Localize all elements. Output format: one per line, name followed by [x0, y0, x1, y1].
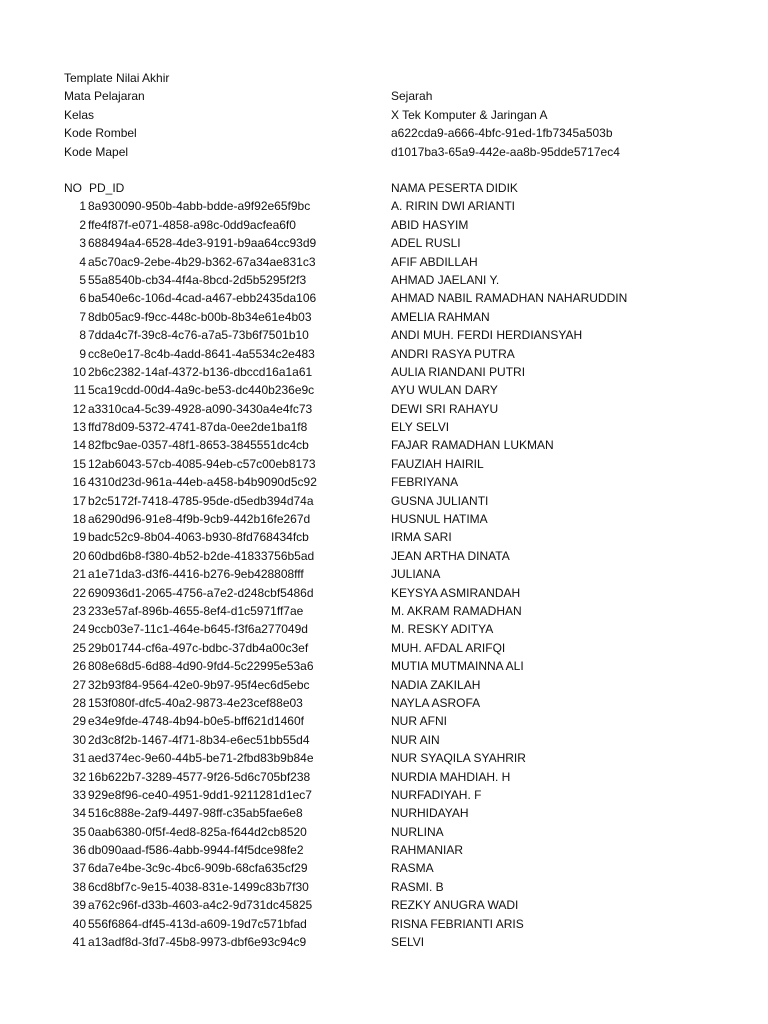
row-number: 4 — [79, 254, 86, 269]
table-row — [64, 657, 704, 675]
row-number: 11 — [73, 383, 86, 398]
table-header-row — [64, 179, 704, 197]
table-row — [64, 694, 704, 712]
table-row — [64, 308, 704, 326]
meta-value: X Tek Komputer & Jaringan A — [391, 107, 548, 122]
row-pd-id: 9ccb03e7-11c1-464e-b645-f3f6a277049d — [88, 622, 308, 637]
row-pd-id: 2d3c8f2b-1467-4f71-8b34-e6ec51bb55d4 — [88, 732, 310, 747]
row-student-name: FAUZIAH HAIRIL — [391, 456, 484, 471]
row-number: 38 — [72, 879, 86, 894]
table-row — [64, 234, 704, 252]
table-row — [64, 602, 704, 620]
row-number: 33 — [72, 787, 86, 802]
row-student-name: ANDI MUH. FERDI HERDIANSYAH — [391, 328, 583, 343]
row-student-name: NADIA ZAKILAH — [391, 677, 481, 692]
row-student-name: SELVI — [391, 935, 425, 950]
row-pd-id: a762c96f-d33b-4603-a4c2-9d731dc45825 — [88, 898, 313, 913]
meta-row-kode-mapel — [64, 143, 704, 161]
table-row — [64, 326, 704, 344]
row-number: 35 — [72, 824, 86, 839]
row-student-name: RASMA — [391, 861, 434, 876]
meta-label: Kode Rombel — [64, 126, 137, 141]
row-pd-id: ffd78d09-5372-4741-87da-0ee2de1ba1f8 — [88, 420, 308, 435]
row-number: 34 — [72, 806, 86, 821]
row-student-name: MUH. AFDAL ARIFQI — [391, 640, 506, 655]
row-student-name: AULIA RIANDANI PUTRI — [391, 364, 526, 379]
table-row — [64, 289, 704, 307]
meta-row-kode-rombel — [64, 124, 704, 142]
row-number: 3 — [79, 236, 86, 251]
row-student-name: M. AKRAM RAMADHAN — [391, 603, 522, 618]
row-number: 12 — [72, 401, 86, 416]
table-row — [64, 492, 704, 510]
row-pd-id: 16b622b7-3289-4577-9f26-5d6c705bf238 — [88, 769, 311, 784]
table-row — [64, 253, 704, 271]
table-row — [64, 271, 704, 289]
row-pd-id: a13adf8d-3fd7-45b8-9973-dbf6e93c94c9 — [88, 935, 307, 950]
row-student-name: FAJAR RAMADHAN LUKMAN — [391, 438, 554, 453]
row-number: 17 — [72, 493, 86, 508]
table-row — [64, 749, 704, 767]
row-student-name: NUR AFNI — [391, 714, 448, 729]
row-number: 8 — [79, 328, 86, 343]
row-student-name: NURDIA MAHDIAH. H — [391, 769, 511, 784]
row-student-name: NURHIDAYAH — [391, 806, 469, 821]
row-number: 18 — [72, 512, 86, 527]
row-pd-id: 82fbc9ae-0357-48f1-8653-3845551dc4cb — [88, 438, 309, 453]
row-student-name: M. RESKY ADITYA — [391, 622, 494, 637]
table-row — [64, 823, 704, 841]
row-pd-id: ffe4f87f-e071-4858-a98c-0dd9acfea6f0 — [88, 217, 296, 232]
row-student-name: RASMI. B — [391, 879, 444, 894]
row-number: 16 — [72, 475, 86, 490]
row-pd-id: 516c888e-2af9-4497-98ff-c35ab5fae6e8 — [88, 806, 303, 821]
table-row — [64, 473, 704, 491]
row-student-name: AMELIA RAHMAN — [391, 309, 490, 324]
table-row — [64, 859, 704, 877]
row-pd-id: e34e9fde-4748-4b94-b0e5-bff621d1460f — [88, 714, 304, 729]
row-pd-id: 688494a4-6528-4de3-9191-b9aa64cc93d9 — [88, 236, 317, 251]
row-student-name: DEWI SRI RAHAYU — [391, 401, 499, 416]
row-pd-id: a6290d96-91e8-4f9b-9cb9-442b16fe267d — [88, 512, 311, 527]
row-number: 26 — [72, 659, 86, 674]
column-header-pd-id: PD_ID — [89, 181, 125, 195]
table-row — [64, 804, 704, 822]
table-row — [64, 528, 704, 546]
row-pd-id: 5ca19cdd-00d4-4a9c-be53-dc440b236e9c — [88, 383, 315, 398]
table-row — [64, 381, 704, 399]
row-pd-id: 6da7e4be-3c9c-4bc6-909b-68cfa635cf29 — [88, 861, 308, 876]
row-student-name: AYU WULAN DARY — [391, 383, 498, 398]
table-row — [64, 565, 704, 583]
table-row — [64, 676, 704, 694]
row-student-name: ADEL RUSLI — [391, 236, 461, 251]
row-student-name: AHMAD JAELANI Y. — [391, 272, 500, 287]
row-student-name: AFIF ABDILLAH — [391, 254, 478, 269]
row-number: 2 — [79, 217, 86, 232]
table-row — [64, 216, 704, 234]
row-pd-id: a3310ca4-5c39-4928-a090-3430a4e4fc73 — [88, 401, 313, 416]
meta-value: a622cda9-a666-4bfc-91ed-1fb7345a503b — [391, 126, 613, 141]
table-row — [64, 841, 704, 859]
row-pd-id: 2b6c2382-14af-4372-b136-dbccd16a1a61 — [88, 364, 313, 379]
row-pd-id: b2c5172f-7418-4785-95de-d5edb394d74a — [88, 493, 314, 508]
table-row — [64, 418, 704, 436]
table-row — [64, 510, 704, 528]
meta-value: d1017ba3-65a9-442e-aa8b-95dde5717ec4 — [391, 144, 620, 159]
row-student-name: NAYLA ASROFA — [391, 695, 481, 710]
row-student-name: RISNA FEBRIANTI ARIS — [391, 916, 524, 931]
student-table — [64, 179, 704, 951]
row-number: 36 — [72, 843, 86, 858]
table-row — [64, 436, 704, 454]
table-row — [64, 197, 704, 215]
row-number: 39 — [72, 898, 86, 913]
row-student-name: KEYSYA ASMIRANDAH — [391, 585, 521, 600]
row-pd-id: 29b01744-cf6a-497c-bdbc-37db4a00c3ef — [88, 640, 309, 655]
document-title: Template Nilai Akhir — [64, 71, 170, 85]
row-pd-id: cc8e0e17-8c4b-4add-8641-4a5534c2e483 — [88, 346, 315, 361]
row-pd-id: 32b93f84-9564-42e0-9b97-95f4ec6d5ebc — [88, 677, 310, 692]
row-pd-id: 55a8540b-cb34-4f4a-8bcd-2d5b5295f2f3 — [88, 272, 307, 287]
row-pd-id: a1e71da3-d3f6-4416-b276-9eb428808fff — [88, 567, 304, 582]
row-number: 37 — [72, 861, 86, 876]
table-row — [64, 345, 704, 363]
row-student-name: ELY SELVI — [391, 420, 450, 435]
row-pd-id: 556f6864-df45-413d-a609-19d7c571bfad — [88, 916, 307, 931]
row-student-name: NUR AIN — [391, 732, 440, 747]
row-pd-id: 153f080f-dfc5-40a2-9873-4e23cef88e03 — [88, 695, 303, 710]
meta-value: Sejarah — [391, 89, 433, 104]
row-student-name: HUSNUL HATIMA — [391, 512, 488, 527]
row-number: 41 — [72, 935, 86, 950]
table-row — [64, 639, 704, 657]
row-pd-id: a5c70ac9-2ebe-4b29-b362-67a34ae831c3 — [88, 254, 316, 269]
row-student-name: MUTIA MUTMAINNA ALI — [391, 659, 524, 674]
table-row — [64, 915, 704, 933]
row-student-name: NUR SYAQILA SYAHRIR — [391, 751, 526, 766]
table-row — [64, 547, 704, 565]
row-number: 27 — [72, 677, 86, 692]
row-pd-id: 4310d23d-961a-44eb-a458-b4b9090d5c92 — [88, 475, 317, 490]
row-pd-id: 7dda4c7f-39c8-4c76-a7a5-73b6f7501b10 — [88, 328, 309, 343]
row-student-name: ANDRI RASYA PUTRA — [391, 346, 515, 361]
row-number: 15 — [72, 456, 86, 471]
row-number: 6 — [79, 291, 86, 306]
row-number: 19 — [72, 530, 86, 545]
column-header-no: NO — [64, 181, 82, 195]
row-number: 31 — [72, 751, 86, 766]
table-row — [64, 584, 704, 602]
row-number: 23 — [72, 603, 86, 618]
table-row — [64, 400, 704, 418]
row-number: 21 — [72, 567, 86, 582]
row-pd-id: db090aad-f586-4abb-9944-f4f5dce98fe2 — [88, 843, 304, 858]
row-student-name: REZKY ANUGRA WADI — [391, 898, 519, 913]
row-pd-id: 929e8f96-ce40-4951-9dd1-9211281d1ec7 — [88, 787, 312, 802]
row-number: 5 — [79, 272, 86, 287]
row-pd-id: ba540e6c-106d-4cad-a467-ebb2435da106 — [88, 291, 317, 306]
table-row — [64, 933, 704, 951]
table-row — [64, 878, 704, 896]
row-number: 20 — [72, 548, 86, 563]
meta-label: Kode Mapel — [64, 144, 129, 159]
table-row — [64, 712, 704, 730]
meta-row-kelas — [64, 106, 704, 124]
row-pd-id: 808e68d5-6d88-4d90-9fd4-5c22995e53a6 — [88, 659, 314, 674]
row-student-name: JEAN ARTHA DINATA — [391, 548, 510, 563]
row-number: 24 — [72, 622, 86, 637]
row-pd-id: 690936d1-2065-4756-a7e2-d248cbf5486d — [88, 585, 314, 600]
row-student-name: GUSNA JULIANTI — [391, 493, 489, 508]
meta-label: Mata Pelajaran — [64, 89, 145, 104]
row-student-name: JULIANA — [391, 567, 441, 582]
row-number: 7 — [79, 309, 86, 324]
meta-row-mata-pelajaran — [64, 87, 704, 105]
row-pd-id: 8a930090-950b-4abb-bdde-a9f92e65f9bc — [88, 199, 311, 214]
row-pd-id: aed374ec-9e60-44b5-be71-2fbd83b9b84e — [88, 751, 314, 766]
row-pd-id: 6cd8bf7c-9e15-4038-831e-1499c83b7f30 — [88, 879, 309, 894]
row-number: 13 — [72, 420, 86, 435]
row-pd-id: badc52c9-8b04-4063-b930-8fd768434fcb — [88, 530, 309, 545]
table-row — [64, 455, 704, 473]
table-row — [64, 786, 704, 804]
row-pd-id: 8db05ac9-f9cc-448c-b00b-8b34e61e4b03 — [88, 309, 312, 324]
row-number: 14 — [72, 438, 86, 453]
row-student-name: IRMA SARI — [391, 530, 452, 545]
table-row — [64, 731, 704, 749]
row-student-name: A. RIRIN DWI ARIANTI — [391, 199, 516, 214]
row-number: 25 — [72, 640, 86, 655]
row-number: 22 — [72, 585, 86, 600]
row-student-name: AHMAD NABIL RAMADHAN NAHARUDDIN — [391, 291, 628, 306]
row-number: 32 — [72, 769, 86, 784]
header-block — [64, 69, 704, 161]
row-student-name: NURFADIYAH. F — [391, 787, 482, 802]
row-number: 29 — [72, 714, 86, 729]
column-header-name: NAMA PESERTA DIDIK — [391, 181, 518, 195]
row-pd-id: 12ab6043-57cb-4085-94eb-c57c00eb8173 — [88, 456, 316, 471]
row-student-name: ABID HASYIM — [391, 217, 469, 232]
table-row — [64, 363, 704, 381]
row-number: 40 — [72, 916, 86, 931]
table-row — [64, 768, 704, 786]
row-number: 30 — [72, 732, 86, 747]
row-number: 9 — [79, 346, 86, 361]
row-student-name: RAHMANIAR — [391, 843, 464, 858]
row-pd-id: 233e57af-896b-4655-8ef4-d1c5971ff7ae — [88, 603, 304, 618]
row-student-name: FEBRIYANA — [391, 475, 459, 490]
row-number: 28 — [72, 695, 86, 710]
document-title-row — [64, 69, 704, 87]
row-number: 1 — [79, 199, 86, 214]
meta-label: Kelas — [64, 107, 95, 122]
table-row — [64, 620, 704, 638]
row-pd-id: 0aab6380-0f5f-4ed8-825a-f644d2cb8520 — [88, 824, 307, 839]
row-student-name: NURLINA — [391, 824, 444, 839]
table-row — [64, 896, 704, 914]
row-number: 10 — [72, 364, 86, 379]
row-pd-id: 60dbd6b8-f380-4b52-b2de-41833756b5ad — [88, 548, 315, 563]
